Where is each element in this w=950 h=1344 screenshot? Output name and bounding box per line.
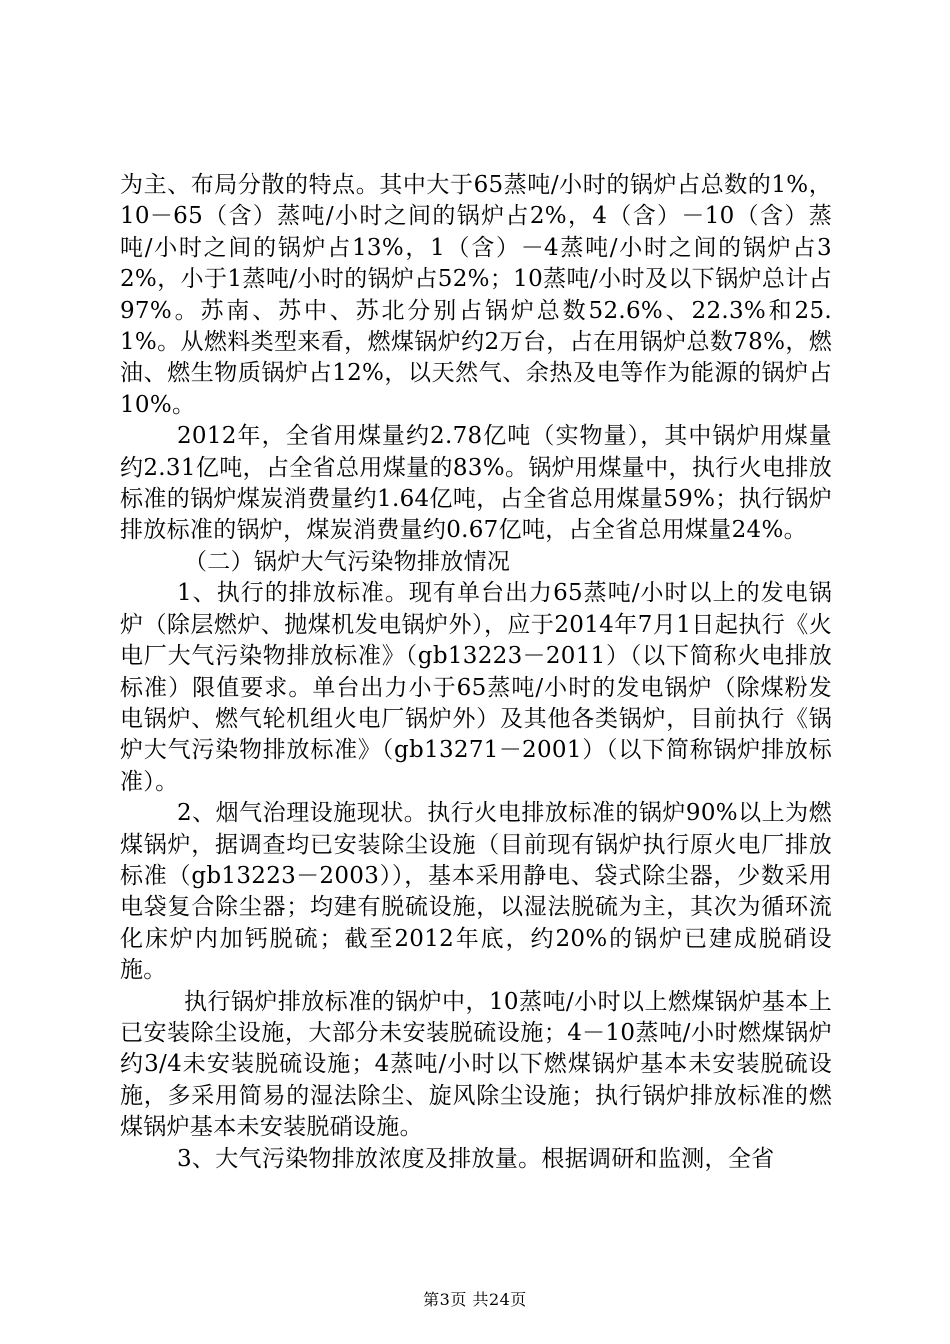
page-number-footer: 第3页 共24页 — [423, 1290, 527, 1309]
paragraph-coal-consumption: 2012年，全省用煤量约2.78亿吨（实物量），其中锅炉用煤量约2.31亿吨，占全省总用煤量的83%。锅炉用煤量中，执行火电排放标准的锅炉煤炭消费量约1.64亿吨，占全省总用煤量59%；执行锅炉排放标准的锅炉，煤炭消费量约0.67亿吨，占全省总用煤量24%。 — [120, 423, 832, 544]
section-heading-emissions: （二）锅炉大气污染物排放情况 — [184, 548, 511, 575]
paragraph-treatment-facilities: 2、烟气治理设施现状。执行火电排放标准的锅炉90%以上为燃煤锅炉，据调查均已安装除尘设施（目前现有锅炉执行原火电厂排放标准（gb13223－2003）），基本采用静电、袋式除尘器，少数采用电袋复合除尘器；均建有脱硫设施，以湿法脱硫为主，其次为循环流化床炉内加钙脱硫；截至2012年底，约20%的锅炉已建成脱硝设施。 — [120, 800, 832, 984]
paragraph-boiler-standard-facilities: 执行锅炉排放标准的锅炉中，10蒸吨/小时以上燃煤锅炉基本上已安装除尘设施，大部分未安装脱硫设施；4－10蒸吨/小时燃煤锅炉约3/4未安装脱硫设施；4蒸吨/小时以下燃煤锅炉基本未安装脱硫设施，多采用简易的湿法除尘、旋风除尘设施；执行锅炉排放标准的燃煤锅炉基本未安装脱硝设施。 — [120, 988, 832, 1141]
paragraph-emission-concentration: 3、大气污染物排放浓度及排放量。根据调研和监测，全省 — [177, 1145, 775, 1172]
paragraph-emission-standards: 1、执行的排放标准。现有单台出力65蒸吨/小时以上的发电锅炉（除层燃炉、抛煤机发电锅炉外），应于2014年7月1日起执行《火电厂大气污染物排放标准》（gb13223－2011）（以下简称火电排放标准）限值要求。单台出力小于65蒸吨/小时的发电锅炉（除煤粉发电锅炉、燃气轮机组火电厂锅炉外）及其他各类锅炉，目前执行《锅炉大气污染物排放标准》（gb13271－2001）（以下简称锅炉排放标准）。 — [120, 580, 832, 795]
paragraph-boiler-distribution: 为主、布局分散的特点。其中大于65蒸吨/小时的锅炉占总数的1%，10－65（含）蒸吨/小时之间的锅炉占2%，4（含）－10（含）蒸吨/小时之间的锅炉占13%，1（含）－4蒸吨/小时之间的锅炉占32%，小于1蒸吨/小时的锅炉占52%；10蒸吨/小时及以下锅炉总计占97%。苏南、苏中、苏北分别占锅炉总数52.6%、22.3%和25.1%。从燃料类型来看，燃煤锅炉约2万台，占在用锅炉总数78%，燃油、燃生物质锅炉占12%，以天然气、余热及电等作为能源的锅炉占10%。 — [120, 172, 832, 418]
document-body — [120, 170, 832, 1175]
